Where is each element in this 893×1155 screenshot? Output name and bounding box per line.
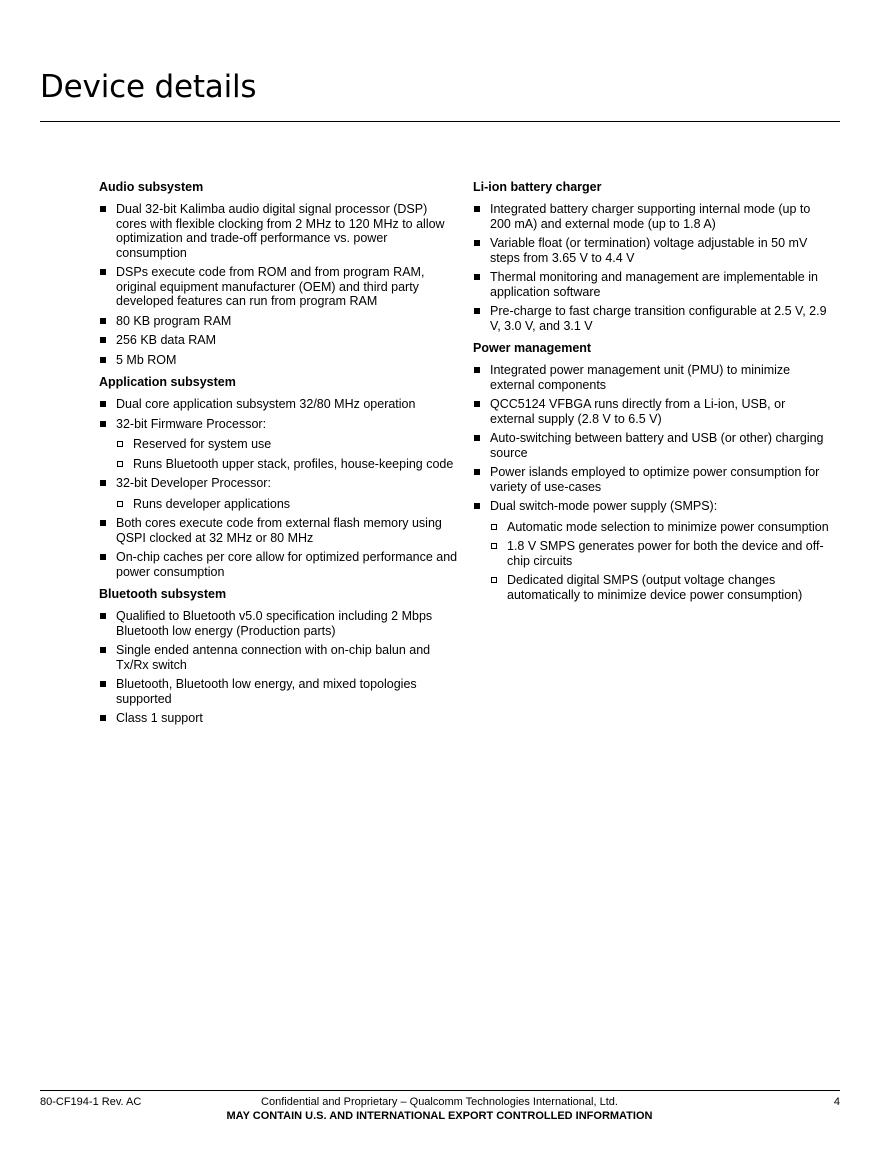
list-item [99,677,461,706]
section-heading: Power management [473,341,592,355]
list-item-text: Both cores execute code from external flash memory using QSPI clocked at 32 MHz or 80 MHz [116,516,442,545]
filled-square-bullet-icon [100,318,106,324]
filled-square-bullet-icon [100,647,106,653]
sub-list-item-text: Runs Bluetooth upper stack, profiles, house-keeping code [133,456,454,471]
filled-square-bullet-icon [100,520,106,526]
sub-list-item [116,437,461,452]
list-item [99,202,461,260]
list-item [99,476,461,511]
list-item-text: Pre-charge to fast charge transition configurable at 2.5 V, 2.9 V, 3.0 V, and 3.1 V [490,304,827,333]
list-item-text: Class 1 support [116,711,203,725]
filled-square-bullet-icon [474,503,480,509]
list-item-text: Bluetooth, Bluetooth low energy, and mixed topologies supported [116,677,417,706]
bullet-list [473,202,833,333]
list-item [99,353,461,368]
filled-square-bullet-icon [100,206,106,212]
list-item [99,609,461,638]
list-item-text: DSPs execute code from ROM and from program RAM, original equipment manufacturer (OEM) and third party developed features can run from program RAM [116,265,425,308]
list-item-text: 256 KB data RAM [116,333,217,347]
list-item-text: 32-bit Developer Processor: [116,476,271,490]
left-column [99,180,461,734]
list-item-text: Single ended antenna connection with on-chip balun and Tx/Rx switch [116,643,431,672]
sub-list-item [116,457,461,472]
sub-bullet-list [490,520,833,603]
hollow-square-bullet-icon [117,501,123,507]
section-heading: Bluetooth subsystem [99,587,227,601]
hollow-square-bullet-icon [491,577,497,583]
footer-confidential-notice: Confidential and Proprietary – Qualcomm Technologies International, Ltd. [261,1096,618,1108]
section [473,180,833,333]
list-item [99,397,461,412]
sub-list-item-text: 1.8 V SMPS generates power for both the device and off-chip circuits [507,539,824,568]
list-item [473,431,833,460]
sub-list-item-text: Dedicated digital SMPS (output voltage changes automatically to minimize device power consumption) [507,573,803,602]
footer-export-notice: MAY CONTAIN U.S. AND INTERNATIONAL EXPORT CONTROLLED INFORMATION [226,1110,653,1122]
section-heading: Li-ion battery charger [473,180,602,194]
page-title: Device details [40,69,257,105]
list-item [99,314,461,329]
section [99,375,461,579]
filled-square-bullet-icon [100,269,106,275]
list-item-text: Power islands employed to optimize power consumption for variety of use-cases [490,465,820,494]
filled-square-bullet-icon [474,469,480,475]
list-item-text: Qualified to Bluetooth v5.0 specification including 2 Mbps Bluetooth low energy (Production parts) [116,609,433,638]
list-item-text: Dual core application subsystem 32/80 MHz operation [116,397,416,411]
list-item [99,711,461,726]
filled-square-bullet-icon [474,206,480,212]
list-item-text: On-chip caches per core allow for optimized performance and power consumption [116,550,458,579]
list-item-text: QCC5124 VFBGA runs directly from a Li-ion, USB, or external supply (2.8 V to 6.5 V) [490,397,786,426]
hollow-square-bullet-icon [117,441,123,447]
hollow-square-bullet-icon [491,524,497,530]
filled-square-bullet-icon [100,554,106,560]
filled-square-bullet-icon [100,357,106,363]
filled-square-bullet-icon [100,401,106,407]
sub-list-item-text: Runs developer applications [133,496,291,511]
section [99,180,461,367]
sub-bullet-list [116,437,461,471]
bullet-list [99,397,461,579]
list-item [473,270,833,299]
filled-square-bullet-icon [100,613,106,619]
list-item-text: Thermal monitoring and management are implementable in application software [490,270,818,299]
list-item-text: Auto-switching between battery and USB (or other) charging source [490,431,824,460]
bullet-list [473,363,833,602]
section [473,341,833,602]
bullet-list [99,609,461,726]
list-item-text: Dual 32-bit Kalimba audio digital signal processor (DSP) cores with flexible clocking from 2 MHz to 120 MHz to allow optimization and trade-off performance vs. power consumption [116,202,445,260]
list-item [99,516,461,545]
filled-square-bullet-icon [474,401,480,407]
filled-square-bullet-icon [474,367,480,373]
list-item [99,643,461,672]
list-item [99,417,461,472]
list-item-text: 80 KB program RAM [116,313,232,328]
sub-list-item [116,497,461,512]
sub-list-item-text: Automatic mode selection to minimize power consumption [507,519,829,534]
filled-square-bullet-icon [474,240,480,246]
filled-square-bullet-icon [100,421,106,427]
list-item [473,397,833,426]
filled-square-bullet-icon [474,274,480,280]
filled-square-bullet-icon [474,435,480,441]
list-item [99,265,461,309]
sub-list-item [490,520,833,535]
filled-square-bullet-icon [100,681,106,687]
section [99,587,461,726]
hollow-square-bullet-icon [117,461,123,467]
footer-page-number: 4 [833,1096,840,1108]
sub-list-item [490,573,833,602]
filled-square-bullet-icon [100,337,106,343]
bullet-list [99,202,461,367]
sub-list-item [490,539,833,568]
section-heading: Audio subsystem [99,180,204,194]
title-divider [40,121,840,122]
list-item [473,499,833,602]
list-item-text: Integrated power management unit (PMU) to minimize external components [490,363,791,392]
list-item [473,363,833,392]
hollow-square-bullet-icon [491,543,497,549]
list-item-text: 32-bit Firmware Processor: [116,416,267,431]
footer-doc-id: 80-CF194-1 Rev. AC [40,1096,142,1108]
filled-square-bullet-icon [100,480,106,486]
list-item-text: Variable float (or termination) voltage adjustable in 50 mV steps from 3.65 V to 4.4 V [490,236,808,265]
list-item [99,333,461,348]
list-item-text: Dual switch-mode power supply (SMPS): [490,499,718,513]
sub-list-item-text: Reserved for system use [133,437,272,451]
list-item [473,465,833,494]
list-item-text: Integrated battery charger supporting internal mode (up to 200 mA) and external mode (up to 1.8 A) [490,202,811,231]
list-item-text: 5 Mb ROM [116,352,177,367]
filled-square-bullet-icon [474,308,480,314]
list-item [473,304,833,333]
list-item [99,550,461,579]
right-column [473,180,833,610]
footer-divider [40,1090,840,1091]
list-item [473,236,833,265]
section-heading: Application subsystem [99,375,236,389]
list-item [473,202,833,231]
filled-square-bullet-icon [100,715,106,721]
sub-bullet-list [116,497,461,512]
